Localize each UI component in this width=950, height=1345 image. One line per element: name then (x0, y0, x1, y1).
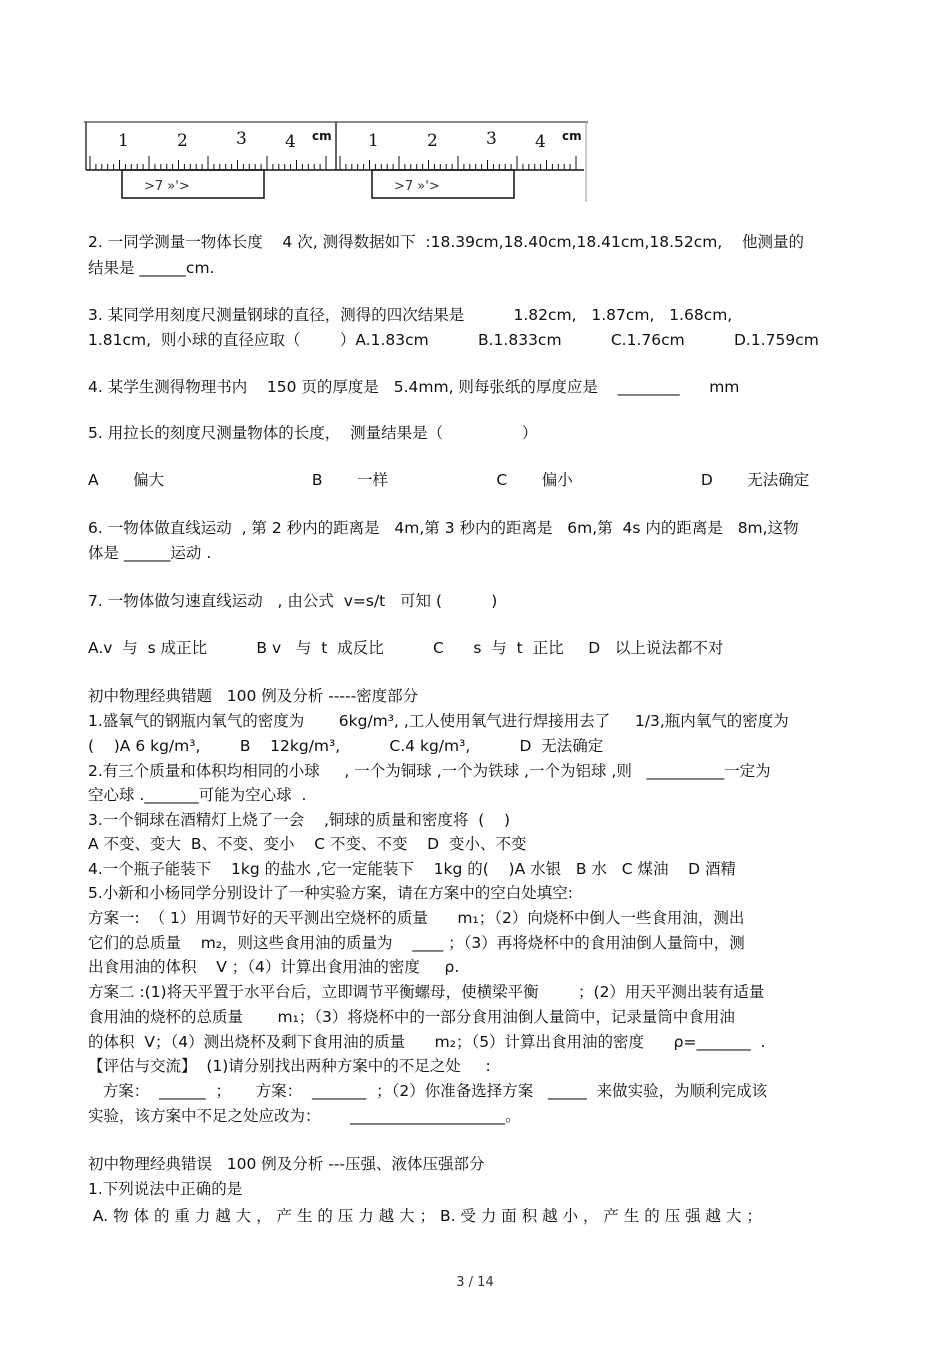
d5-line-8: 【评估与交流】 (1)请分别找出两种方案中的不足之处 : (88, 1057, 491, 1075)
d5-line-1: 5.小新和小杨同学分别设计了一种实验方案，请在方案中的空白处填空: (88, 884, 574, 902)
d5-line-2: 方案一: （ 1）用调节好的天平测出空烧杯的质量 m₁；（2）向烧杯中倒人一些食用油，测出 (88, 909, 745, 927)
ruler-label-1: 1 (118, 131, 129, 151)
q6-line-1: 6. 一物体做直线运动 , 第 2 秒内的距离是 4m,第 3 秒内的距离是 6m,第 4s 内的距离是 8m,这物 (88, 519, 799, 537)
q4-line: 4. 某学生测得物理书内 150 页的厚度是 5.4mm, 则每张纸的厚度应是 ________ mm (88, 378, 740, 396)
page-number: 3 / 14 (456, 1275, 494, 1290)
ruler-svg (84, 120, 588, 202)
d1-line-1: 1.盛氧气的钢瓶内氧气的密度为 6kg/m³, ,工人使用氧气进行焊接用去了 1/3,瓶内氧气的密度为 (88, 712, 789, 730)
d5-line-3: 它们的总质量 m₂，则这些食用油的质量为 ____ ；（3）再将烧杯中的食用油倒人量筒中，测 (88, 934, 745, 952)
d5-line-10: 实验，该方案中不足之处应改为： ____________________。 (88, 1107, 521, 1125)
ruler-figure (84, 120, 588, 202)
object-marks-right: >7 »'> (394, 179, 440, 194)
d2-line-1: 2.有三个质量和体积均相同的小球 , 一个为铜球 ,一个为铁球 ,一个为铝球 ,则 __________一定为 (88, 762, 771, 780)
ruler-label-2b: 2 (427, 131, 438, 151)
ruler-label-2: 2 (177, 131, 188, 151)
d5-line-9: 方案： ______ ； 方案： _______ ；（2）你准备选择方案 _____ 来做实验，为顺利完成该 (88, 1082, 768, 1100)
q2-line-2: 结果是 ______cm. (88, 259, 215, 277)
object-marks-left: >7 »'> (144, 179, 190, 194)
section-pressure-title: 初中物理经典错误 100 例及分析 ---压强、液体压强部分 (88, 1155, 485, 1173)
ruler-label-4: 4 (285, 132, 296, 152)
d5-line-5: 方案二 :(1)将天平置于水平台后，立即调节平衡螺母，使横梁平衡 ；(2）用天平测出装有适量 (88, 983, 765, 1001)
d3-line-1: 3.一个铜球在酒精灯上烧了一会 ,铜球的质量和密度将 ( ) (88, 811, 511, 829)
d5-line-4: 出食用油的体积 V ；（4）计算出食用油的密度 ρ. (88, 958, 460, 976)
p1-line-1: 1.下列说法中正确的是 (88, 1180, 243, 1198)
q6-line-2: 体是 ______运动 . (88, 544, 212, 562)
ruler-unit-left: cm (312, 129, 332, 143)
q7-line: 7. 一物体做匀速直线运动 , 由公式 v=s/t 可知 ( ) (88, 592, 498, 610)
d1-line-2: ( )A 6 kg/m³, B 12kg/m³, C.4 kg/m³, D 无法确定 (88, 737, 604, 755)
d5-line-6: 食用油的烧杯的总质量 m₁；（3）将烧杯中的一部分食用油倒人量筒中，记录量筒中食用油 (88, 1008, 735, 1026)
q3-line-1: 3. 某同学用刻度尺测量钢球的直径，测得的四次结果是 1.82cm, 1.87cm, 1.68cm, (88, 306, 733, 324)
ruler-unit-right: cm (562, 129, 582, 143)
q7-options: A.v 与 s 成正比 B v 与 t 成反比 C s 与 t 正比 D 以上说法都不对 (88, 639, 724, 657)
d2-line-2: 空心球 ._______可能为空心球 . (88, 786, 307, 804)
d5-line-7: 的体积 V；（4）测出烧杯及剩下食用油的质量 m₂；（5）计算出食用油的密度 ρ=_______ . (88, 1033, 766, 1051)
p1-line-2: A. 物 体 的 重 力 越 大 ， 产 生 的 压 力 越 大 ； B. 受 力 面 积 越 小 ， 产 生 的 压 强 越 大 ； (88, 1207, 762, 1225)
q2-line-1: 2. 一同学测量一物体长度 4 次, 测得数据如下 :18.39cm,18.40cm,18.41cm,18.52cm, 他测量的 (88, 233, 805, 251)
d4-line: 4.一个瓶子能装下 1kg 的盐水 ,它一定能装下 1kg 的( )A 水银 B 水 C 煤油 D 酒精 (88, 860, 737, 878)
q5-options: A 偏大 B 一样 C 偏小 D 无法确定 (88, 471, 810, 489)
ruler-label-3: 3 (236, 129, 247, 149)
q3-line-2: 1.81cm, 则小球的直径应取（ ）A.1.83cm B.1.833cm C.1.76cm D.1.759cm (88, 331, 819, 349)
section-density-title: 初中物理经典错题 100 例及分析 -----密度部分 (88, 687, 419, 705)
ruler-label-1b: 1 (368, 131, 379, 151)
d3-line-2: A 不变、变大 B、不变、变小 C 不变、不变 D 变小、不变 (88, 835, 527, 853)
q5-line: 5. 用拉长的刻度尺测量物体的长度， 测量结果是（ ） (88, 424, 538, 442)
ruler-label-3b: 3 (486, 129, 497, 149)
ruler-label-4b: 4 (535, 132, 546, 152)
